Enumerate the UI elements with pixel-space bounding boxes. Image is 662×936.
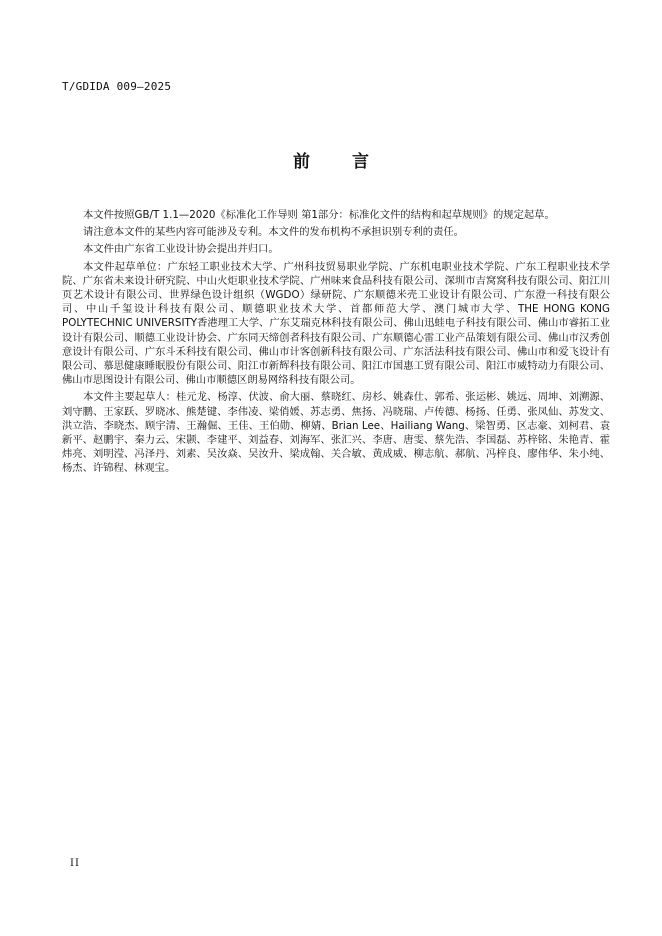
page-title: 前 言 <box>293 152 387 172</box>
paragraph-drafting-units: 本文件起草单位：广东轻工职业技术大学、广州科技贸易职业学院、广东机电职业技术学院、广东工程职业技术学院、广东省未来设计研究院、中山火炬职业技术学院、广州味来食品科技有限公司、深圳市吉窝窝科技有限公司、阳江川页艺术设计有限公司、世界绿色设计组织（WGDO）绿研院、广东顺德米壳工业设计有限公司、广东澄一科技有限公司、中山千玺设计科技有限公司、顺德职业技术大学、首都师范大学、澳门城市大学、THE HONG KONG POLYTECHNIC UNIVERSITY香港理工大学、广东艾瑞克林科技有限公司、佛山迅蛙电子科技有限公司、佛山市睿拓工业设计有限公司、顺德工业设计协会、广东同天缔创者科技有限公司、广东顺德心雷工业产品策划有限公司、佛山市汉秀创意设计有限公司、广东斗禾科技有限公司、佛山市计客创新科技有限公司、广东活法科技有限公司、佛山市和爱飞设计有限公司、慕思健康睡眠股份有限公司、阳江市新辉科技有限公司、阳江市国惠工贸有限公司、阳江市威特动力有限公司、佛山市思图设计有限公司、佛山市顺德区朗易网络科技有限公司。 <box>62 260 610 387</box>
document-code-header: T/GDIDA 009—2025 <box>62 80 172 93</box>
paragraph-proposer: 本文件由广东省工业设计协会提出并归口。 <box>83 243 279 256</box>
paragraph-drafting-rules: 本文件按照GB/T 1.1—2020《标准化工作导则 第1部分：标准化文件的结构和起草规则》的规定起草。 <box>83 209 555 221</box>
page-number: II <box>70 858 80 869</box>
paragraph-patent-notice: 请注意本文件的某些内容可能涉及专利。本文件的发布机构不承担识别专利的责任。 <box>83 226 464 239</box>
paragraph-drafters: 本文件主要起草人：桂元龙、杨淳、伏波、俞大丽、蔡晓红、房杉、姚森仕、郭希、张运彬、姚远、周坤、刘溯源、刘守鹏、王家跃、罗晓冰、熊楚键、李伟凌、梁俏媛、苏志勇、焦扬、冯晓瑞、卢传德、杨扬、任勇、张凤仙、苏发文、洪立浩、李晓杰、顾宇清、王瀚倔、王佳、王伯勋、柳婧、Brian Lee、Hailiang Wang、梁智勇、区志豪、刘柯君、袁新平、赵鹏宇、秦力云、宋颢、李建平、刘益春、刘海军、张汇兴、李唐、唐雯、蔡先浩、李国磊、苏梓铭、朱艳青、霍炜亮、刘明滢、冯泽丹、刘素、吴汝焱、吴汝升、梁成翰、关合敏、黄成威、柳志航、郝航、冯梓良、廖伟华、朱小纯、杨杰、许锦程、林观宝。 <box>62 391 610 475</box>
foreword-body <box>62 208 610 479</box>
